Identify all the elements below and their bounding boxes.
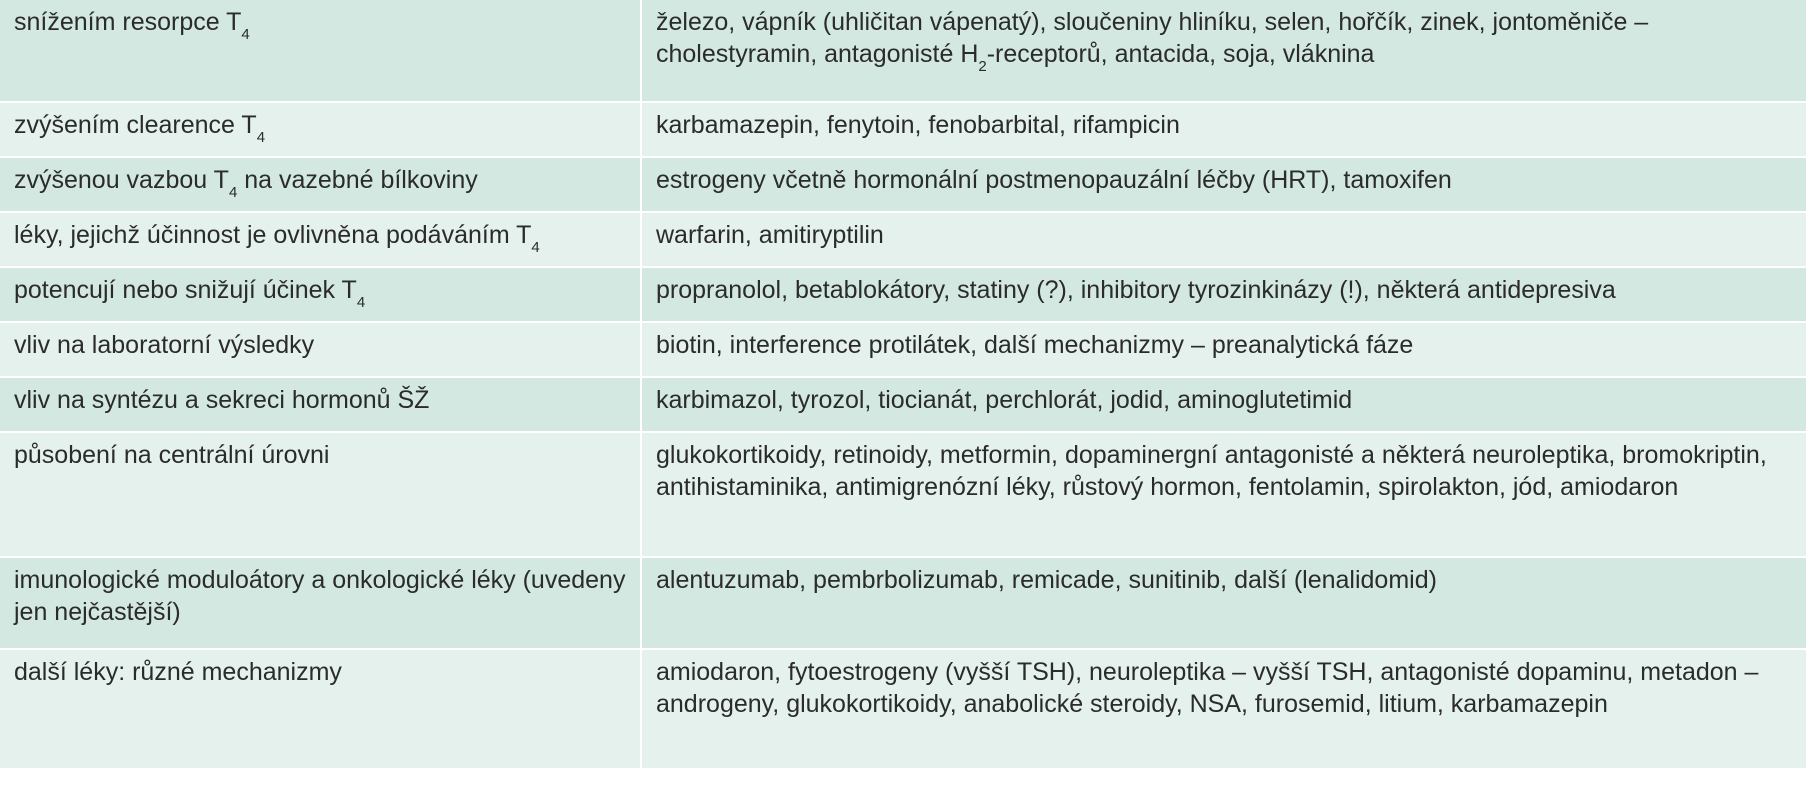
table-row [0, 557, 1806, 649]
subscript: 4 [531, 239, 540, 256]
drugs-cell: karbimazol, tyrozol, tiocianát, perchlorát, jodid, aminoglutetimid [641, 377, 1806, 432]
category-cell: vliv na syntézu a sekreci hormonů ŠŽ [0, 377, 641, 432]
table-row [0, 102, 1806, 157]
drugs-cell: propranolol, betablokátory, statiny (?), inhibitory tyrozinkinázy (!), některá antidepresiva [641, 267, 1806, 322]
drugs-cell: estrogeny včetně hormonální postmenopauzální léčby (HRT), tamoxifen [641, 157, 1806, 212]
category-cell: zvýšenou vazbou $T_4$ na vazebné bílkoviny [0, 157, 641, 212]
table-row [0, 267, 1806, 322]
table-row [0, 157, 1806, 212]
category-cell: imunologické moduloátory a onkologické léky (uvedeny jen nejčastější) [0, 557, 641, 649]
drugs-cell: biotin, interference protilátek, další mechanizmy – preanalytická fáze [641, 322, 1806, 377]
category-cell: působení na centrální úrovni [0, 432, 641, 557]
category-cell: léky, jejichž účinnost je ovlivněna podáváním $T_4$ [0, 212, 641, 267]
subscript: 2 [978, 58, 987, 75]
table-row [0, 649, 1806, 769]
category-cell: zvýšením clearence $T_4$ [0, 102, 641, 157]
category-cell: další léky: různé mechanizmy [0, 649, 641, 769]
table-row [0, 212, 1806, 267]
category-cell: vliv na laboratorní výsledky [0, 322, 641, 377]
table-row [0, 322, 1806, 377]
category-cell: potencují nebo snižují účinek $T_4$ [0, 267, 641, 322]
drugs-cell: železo, vápník (uhličitan vápenatý), sloučeniny hliníku, selen, hořčík, zinek, jontoměniče – cholestyramin, antagonisté $H_2$-receptorů, antacida, soja, vláknina [641, 0, 1806, 102]
table-row [0, 377, 1806, 432]
table-row [0, 432, 1806, 557]
drugs-cell: amiodaron, fytoestrogeny (vyšší TSH), neuroleptika – vyšší TSH, antagonisté dopaminu, metadon – androgeny, glukokortikoidy, anabolické steroidy, NSA, furosemid, litium, karbamazepin [641, 649, 1806, 769]
drugs-cell: warfarin, amitiryptilin [641, 212, 1806, 267]
category-cell: snížením resorpce $T_4$ [0, 0, 641, 102]
subscript: 4 [356, 294, 366, 311]
table-row [0, 0, 1806, 102]
subscript: 4 [228, 184, 238, 201]
subscript: 4 [256, 129, 266, 146]
drugs-cell: karbamazepin, fenytoin, fenobarbital, rifampicin [641, 102, 1806, 157]
drugs-cell: glukokortikoidy, retinoidy, metformin, dopaminergní antagonisté a některá neuroleptika, bromokriptin, antihistaminika, antimigrenózní léky, růstový hormon, fentolamin, spirolakton, jód, amiodaron [641, 432, 1806, 557]
drugs-cell: alentuzumab, pembrbolizumab, remicade, sunitinib, další (lenalidomid) [641, 557, 1806, 649]
subscript: 4 [241, 26, 250, 43]
